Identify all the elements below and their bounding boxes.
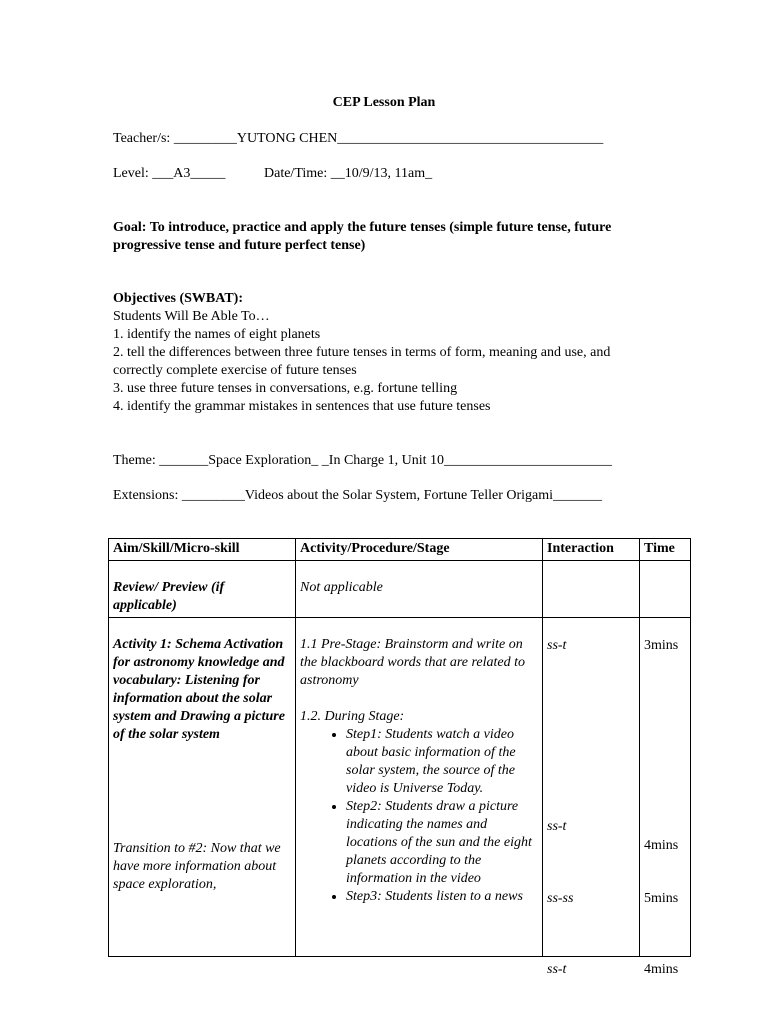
- objective-4: 4. identify the grammar mistakes in sentences that use future tenses: [113, 399, 491, 414]
- extensions-label: Extensions:: [113, 488, 179, 503]
- objectives-block: [113, 290, 673, 416]
- during-stage-text: 1.2. During Stage:: [300, 709, 405, 724]
- header-activity: Activity/Procedure/Stage: [296, 539, 543, 561]
- objectives-heading: Objectives (SWBAT):: [113, 291, 243, 306]
- teacher-line: [113, 130, 603, 148]
- header-time: Time: [640, 539, 691, 561]
- theme-line: [113, 452, 612, 470]
- table-row: [109, 561, 691, 618]
- objective-2-continued: correctly complete exercise of future tenses: [113, 363, 357, 378]
- list-item: • Step1: Students watch a video about basic information of the solar system, the source of the video is Universe Today.: [346, 726, 538, 798]
- table-header-row: [109, 539, 691, 561]
- activity1-time-cell: [640, 618, 691, 977]
- date-line: [264, 165, 432, 183]
- pre-stage-text: 1.1 Pre-Stage: Brainstorm and write on the blackboard words that are related to astronomy: [300, 637, 526, 688]
- objective-1: 1. identify the names of eight planets: [113, 327, 321, 342]
- review-interaction-cell: [543, 561, 640, 618]
- activity1-procedure-cell: [296, 618, 543, 957]
- extensions-line: [113, 487, 602, 505]
- time-2: 4mins: [644, 838, 679, 853]
- swbat-line: Students Will Be Able To…: [113, 309, 270, 324]
- review-time-cell: [640, 561, 691, 618]
- interaction-1: ss-t: [547, 638, 567, 653]
- page-title: CEP Lesson Plan: [332, 95, 436, 110]
- review-aim-cell: Review/ Preview (if applicable): [109, 561, 296, 618]
- transition-text: Transition to #2: Now that we have more information about space exploration,: [113, 841, 281, 892]
- time-3: 5mins: [644, 891, 679, 906]
- steps-list: [300, 726, 538, 906]
- objective-2: 2. tell the differences between three future tenses in terms of form, meaning and use, and: [113, 345, 611, 360]
- activity1-aim-cell: [109, 618, 296, 957]
- interaction-4: ss-t: [547, 962, 567, 977]
- list-item: • Step3: Students listen to a news: [346, 888, 538, 906]
- goal-line-1: Goal: To introduce, practice and apply the future tenses (simple future tense, future: [113, 220, 612, 235]
- teacher-label: Teacher/s:: [113, 131, 171, 146]
- activity1-aim-text: Activity 1: Schema Activation for astronomy knowledge and vocabulary: Listening for information about the solar system and Drawing a picture of the solar system: [113, 637, 285, 742]
- level-line: [113, 165, 225, 183]
- theme-value: _______Space Exploration_ _In Charge 1, Unit 10________________________: [159, 453, 613, 468]
- date-label: Date/Time:: [264, 166, 328, 181]
- lesson-plan-table: [108, 538, 691, 977]
- level-value: ___A3_____: [152, 166, 226, 181]
- list-item: • Step2: Students draw a picture indicating the names and locations of the sun and the eight planets according to the information in the video: [346, 798, 538, 888]
- interaction-3: ss-ss: [547, 891, 574, 906]
- theme-label: Theme:: [113, 453, 156, 468]
- time-1: 3mins: [644, 638, 679, 653]
- activity1-interaction-cell: [543, 618, 640, 977]
- goal-block: [113, 219, 673, 255]
- objective-3: 3. use three future tenses in conversations, e.g. fortune telling: [113, 381, 458, 396]
- review-activity-cell: Not applicable: [296, 561, 543, 618]
- goal-line-2: progressive tense and future perfect tense): [113, 238, 366, 253]
- level-label: Level:: [113, 166, 149, 181]
- header-interaction: Interaction: [543, 539, 640, 561]
- header-aim: Aim/Skill/Micro-skill: [109, 539, 296, 561]
- table-row: [109, 618, 691, 957]
- date-value: __10/9/13, 11am_: [330, 166, 433, 181]
- interaction-2: ss-t: [547, 819, 567, 834]
- extensions-value: _________Videos about the Solar System, Fortune Teller Origami_______: [181, 488, 603, 503]
- time-4: 4mins: [644, 962, 679, 977]
- teacher-value: _________YUTONG CHEN______________________________________: [173, 131, 604, 146]
